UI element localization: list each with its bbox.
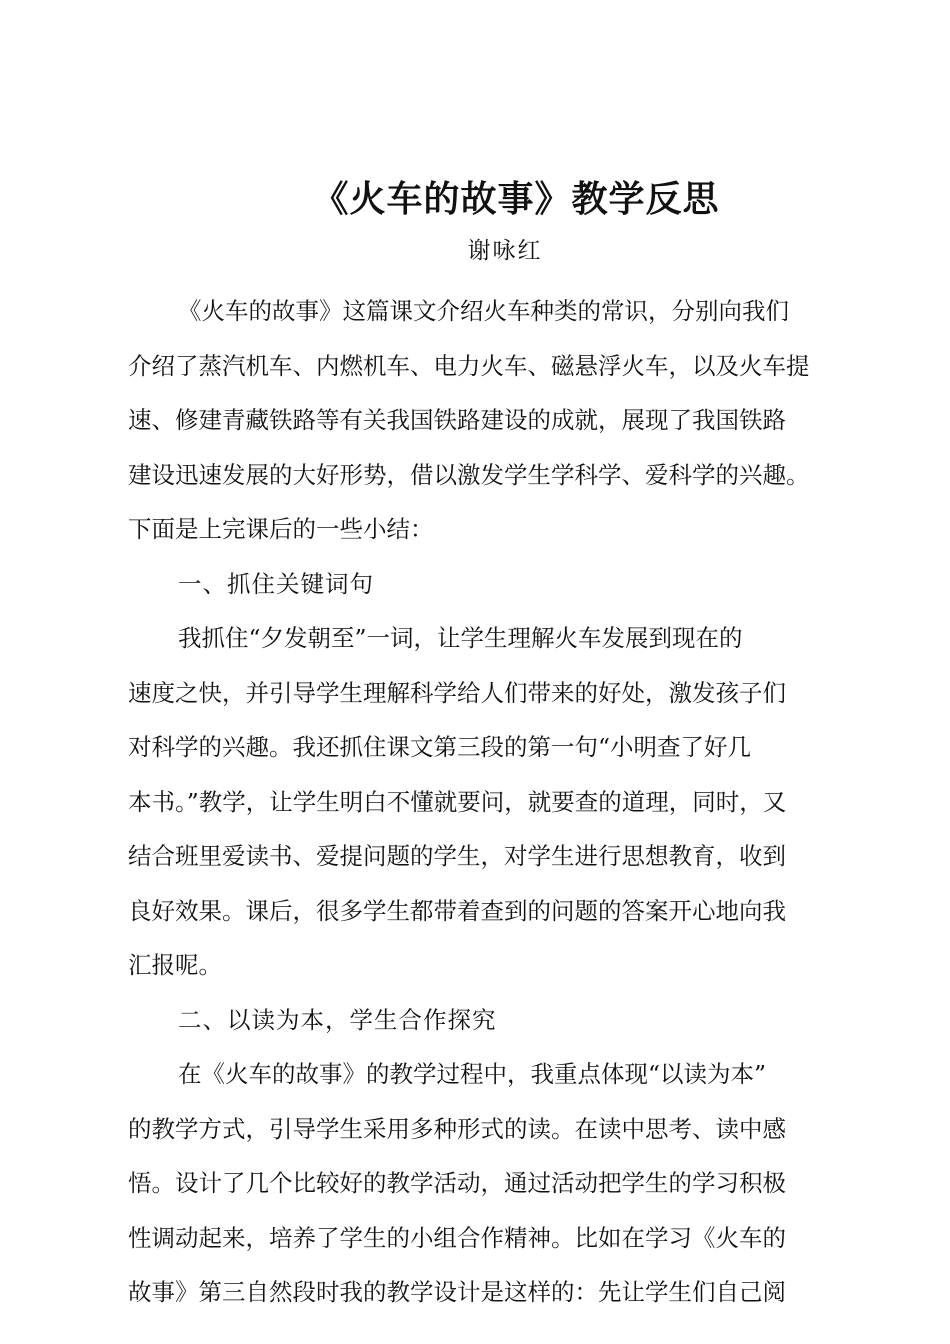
paragraph-line: 汇报呢。 [128,951,222,979]
paragraph-line: 速、修建青藏铁路等有关我国铁路建设的成就，展现了我国铁路 [128,406,786,434]
paragraph-line: 性调动起来，培养了学生的小组合作精神。比如在学习《火车的 [128,1223,786,1252]
document-title: 《火车的故事》教学反思 [312,178,720,220]
paragraph-line: 下面是上完课后的一些小结： [128,515,434,543]
author-name: 谢咏红 [467,238,543,264]
paragraph-line: 良好效果。课后，很多学生都带着查到的问题的答案开心地向我 [128,896,786,925]
paragraph-line: 故事》第三自然段时我的教学设计是这样的：先让学生们自己阅 [128,1278,786,1306]
body-text [128,284,848,1320]
paragraph-line: 的教学方式，引导学生采用多种形式的读。在读中思考、读中感 [128,1114,786,1143]
paragraph-line: 《火车的故事》这篇课文介绍火车种类的常识，分别向我们 [178,297,789,325]
paragraph-line: 对科学的兴趣。我还抓住课文第三段的第一句“小明查了好几 [128,733,752,761]
paragraph-line: 介绍了蒸汽机车、内燃机车、电力火车、磁悬浮火车，以及火车提 [128,351,810,380]
paragraph-line: 我抓住“夕发朝至”一词，让学生理解火车发展到现在的 [178,624,743,652]
paragraph-line: 建设迅速发展的大好形势，借以激发学生学科学、爱科学的兴趣。 [128,460,810,489]
paragraph-line: 速度之快，并引导学生理解科学给人们带来的好处，激发孩子们 [128,678,786,707]
section-heading: 二、以读为本，学生合作探究 [178,1005,497,1034]
paragraph-line: 在《火车的故事》的教学过程中，我重点体现“以读为本” [178,1060,767,1088]
paragraph-line: 悟。设计了几个比较好的教学活动，通过活动把学生的学习积极 [128,1169,786,1197]
section-heading: 一、抓住关键词句 [178,569,374,598]
paragraph-line: 结合班里爱读书、爱提问题的学生，对学生进行思想教育，收到 [128,842,786,870]
paragraph-line: 本书。”教学，让学生明白不懂就要问，就要查的道理，同时，又 [128,787,787,816]
